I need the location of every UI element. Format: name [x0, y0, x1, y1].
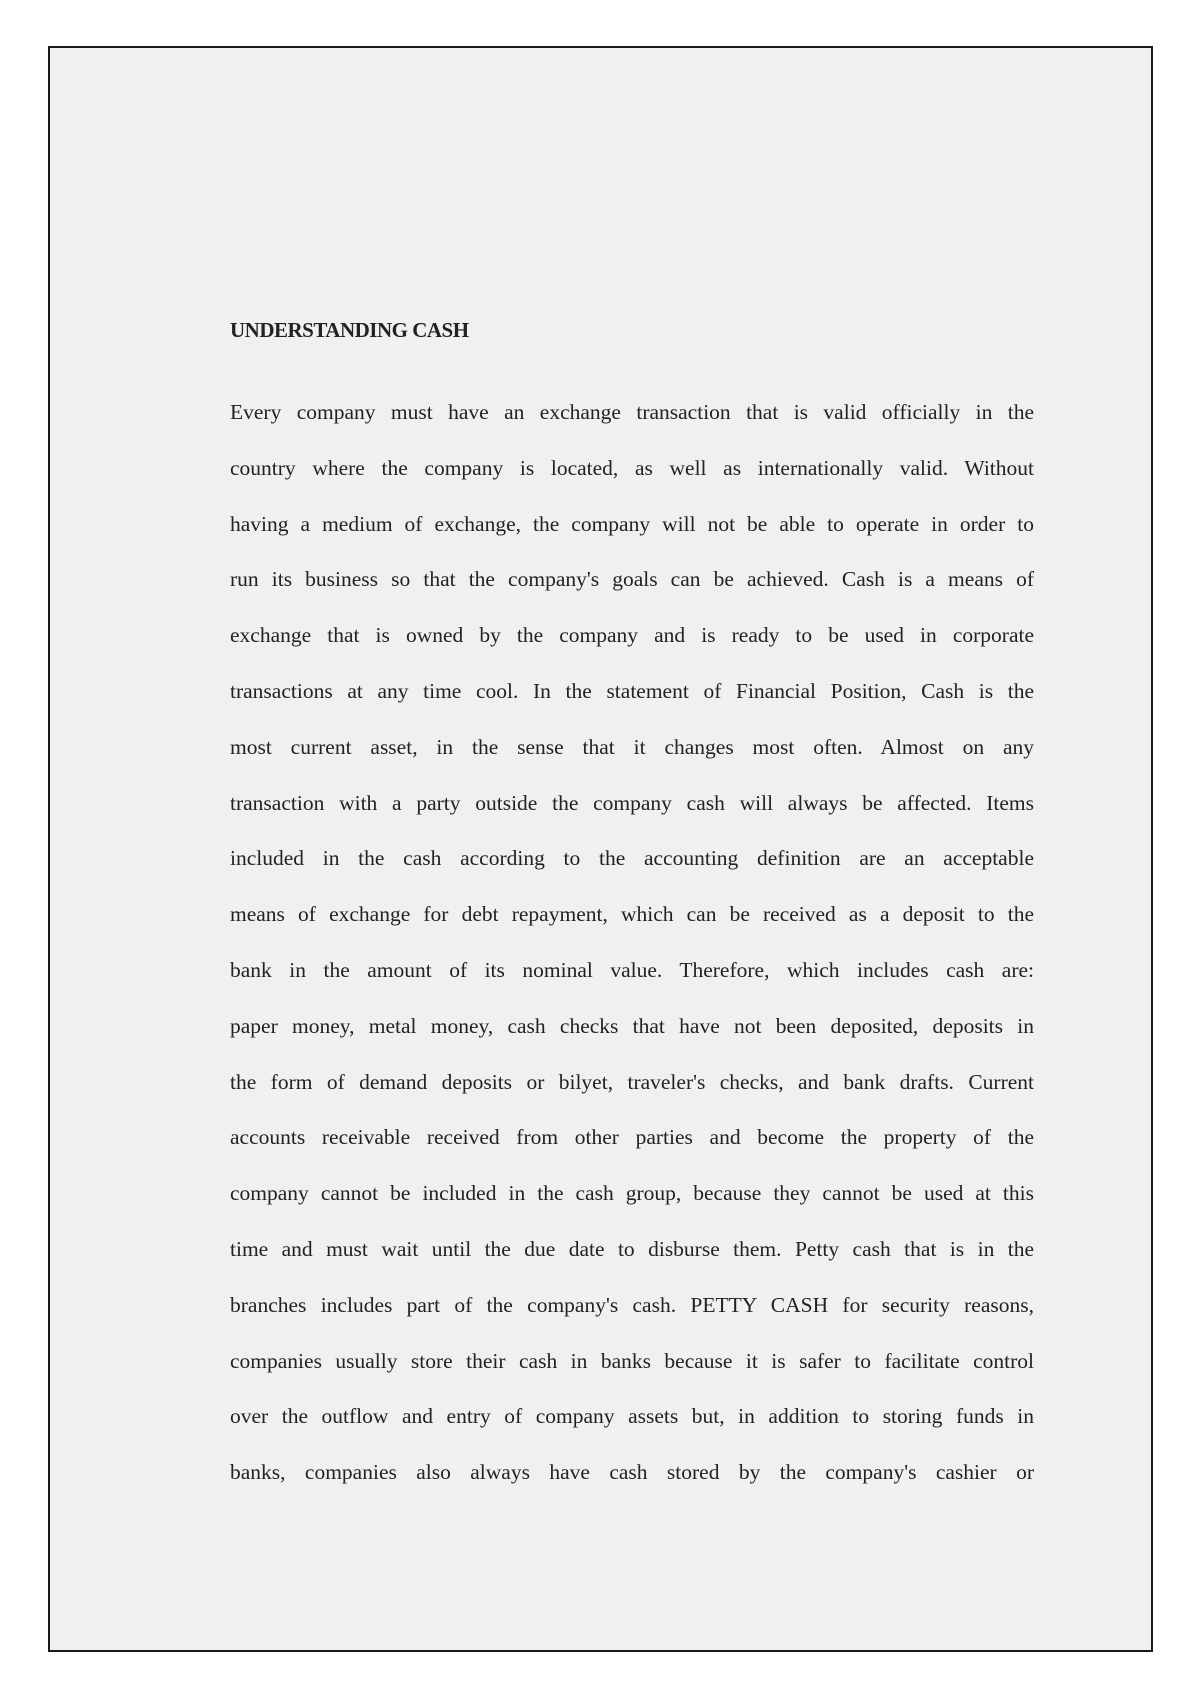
text-line: company cannot be included in the cash group, because they cannot be used at this [230, 1181, 1034, 1206]
document-body [230, 385, 1034, 1501]
text-line: banks, companies also always have cash stored by the company's cashier or [230, 1460, 1034, 1485]
text-line: transaction with a party outside the company cash will always be affected. Items [230, 790, 1034, 815]
document-page [48, 46, 1153, 1652]
text-line: time and must wait until the due date to disburse them. Petty cash that is in the [230, 1236, 1034, 1261]
text-line: the form of demand deposits or bilyet, traveler's checks, and bank drafts. Current [230, 1069, 1034, 1094]
text-line: branches includes part of the company's cash. PETTY CASH for security reasons, [230, 1292, 1034, 1317]
text-line: run its business so that the company's goals can be achieved. Cash is a means of [230, 567, 1034, 592]
text-line: accounts receivable received from other parties and become the property of the [230, 1125, 1034, 1150]
text-line: exchange that is owned by the company and is ready to be used in corporate [230, 623, 1034, 648]
text-line: over the outflow and entry of company assets but, in addition to storing funds in [230, 1404, 1034, 1429]
text-line: country where the company is located, as well as internationally valid. Without [230, 455, 1034, 480]
text-line: means of exchange for debt repayment, which can be received as a deposit to the [230, 902, 1034, 927]
document-title: UNDERSTANDING CASH [230, 318, 469, 342]
text-line: Every company must have an exchange transaction that is valid officially in the [230, 400, 1034, 424]
text-line: having a medium of exchange, the company will not be able to operate in order to [230, 511, 1034, 536]
text-line: most current asset, in the sense that it changes most often. Almost on any [230, 734, 1034, 759]
text-line: paper money, metal money, cash checks that have not been deposited, deposits in [230, 1013, 1034, 1038]
text-line: transactions at any time cool. In the statement of Financial Position, Cash is the [230, 678, 1034, 703]
text-line: included in the cash according to the accounting definition are an acceptable [230, 846, 1034, 871]
text-line: companies usually store their cash in banks because it is safer to facilitate control [230, 1348, 1034, 1373]
text-line: bank in the amount of its nominal value. Therefore, which includes cash are: [230, 957, 1034, 982]
